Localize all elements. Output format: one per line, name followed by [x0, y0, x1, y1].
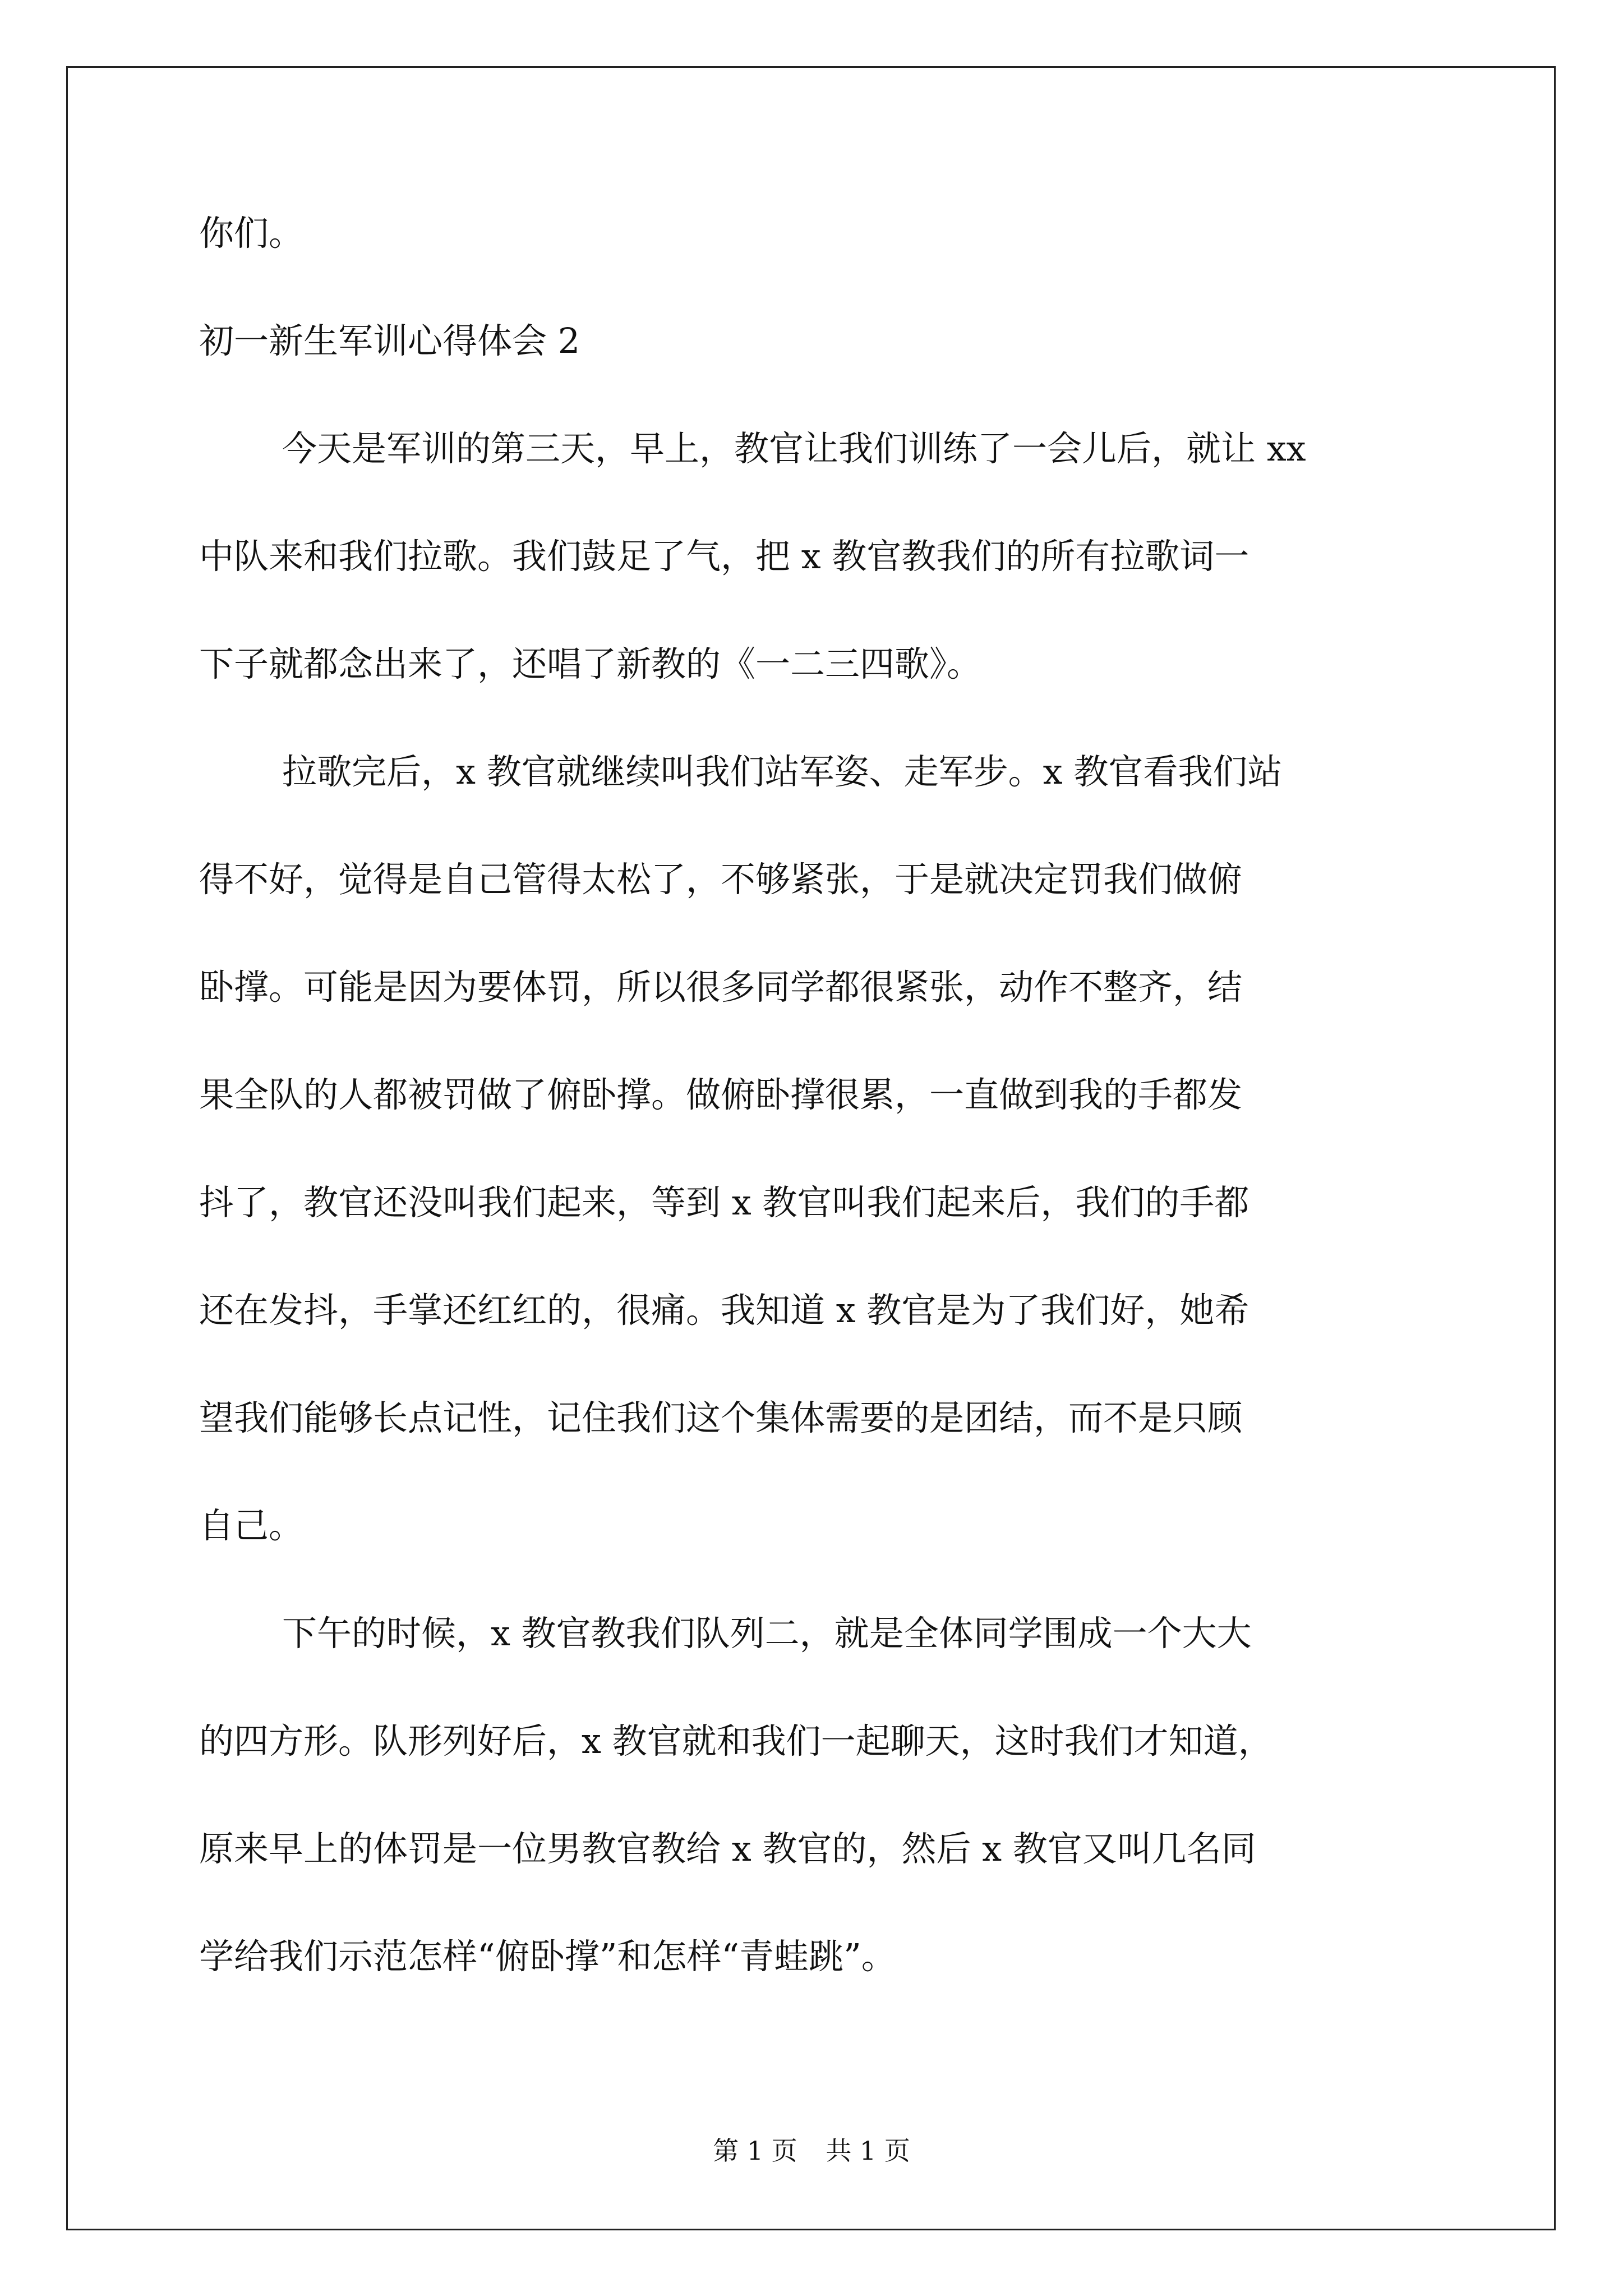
text-line: 下子就都念出来了，还唱了新教的《一二三四歌》。	[199, 643, 982, 684]
paragraph-start: 下午的时候，x 教官教我们队列二，就是全体同学围成一个大大	[282, 1613, 1252, 1654]
section-heading: 初一新生军训心得体会 2	[199, 320, 580, 361]
text-line: 抖了，教官还没叫我们起来，等到 x 教官叫我们起来后，我们的手都	[199, 1182, 1249, 1223]
text-line: 卧撑。可能是因为要体罚，所以很多同学都很紧张，动作不整齐，结	[199, 967, 1243, 1007]
page-footer	[0, 2131, 1623, 2168]
page-border	[66, 66, 1556, 2230]
text-line: 得不好，觉得是自己管得太松了，不够紧张，于是就决定罚我们做俯	[199, 859, 1243, 900]
text-line: 自己。	[199, 1505, 304, 1546]
text-line: 中队来和我们拉歌。我们鼓足了气，把 x 教官教我们的所有拉歌词一	[199, 536, 1249, 577]
text-line: 原来早上的体罚是一位男教官教给 x 教官的，然后 x 教官又叫几名同	[199, 1828, 1256, 1869]
text-line: 你们。	[199, 213, 304, 254]
text-line: 学给我们示范怎样“俯卧撑”和怎样“青蛙跳”。	[199, 1936, 896, 1977]
text-line: 果全队的人都被罚做了俯卧撑。做俯卧撑很累，一直做到我的手都发	[199, 1074, 1243, 1115]
text-line: 的四方形。队形列好后，x 教官就和我们一起聊天，这时我们才知道，	[199, 1720, 1273, 1761]
text-line: 望我们能够长点记性，记住我们这个集体需要的是团结，而不是只顾	[199, 1397, 1243, 1438]
paragraph-start: 拉歌完后，x 教官就继续叫我们站军姿、走军步。x 教官看我们站	[282, 751, 1283, 792]
page-number-total: 共 1 页	[826, 2136, 910, 2166]
text-line: 还在发抖，手掌还红红的，很痛。我知道 x 教官是为了我们好，她希	[199, 1290, 1249, 1331]
paragraph-start: 今天是军训的第三天，早上，教官让我们训练了一会儿后，就让 xx	[282, 428, 1306, 469]
page-number-current: 第 1 页	[713, 2136, 797, 2166]
